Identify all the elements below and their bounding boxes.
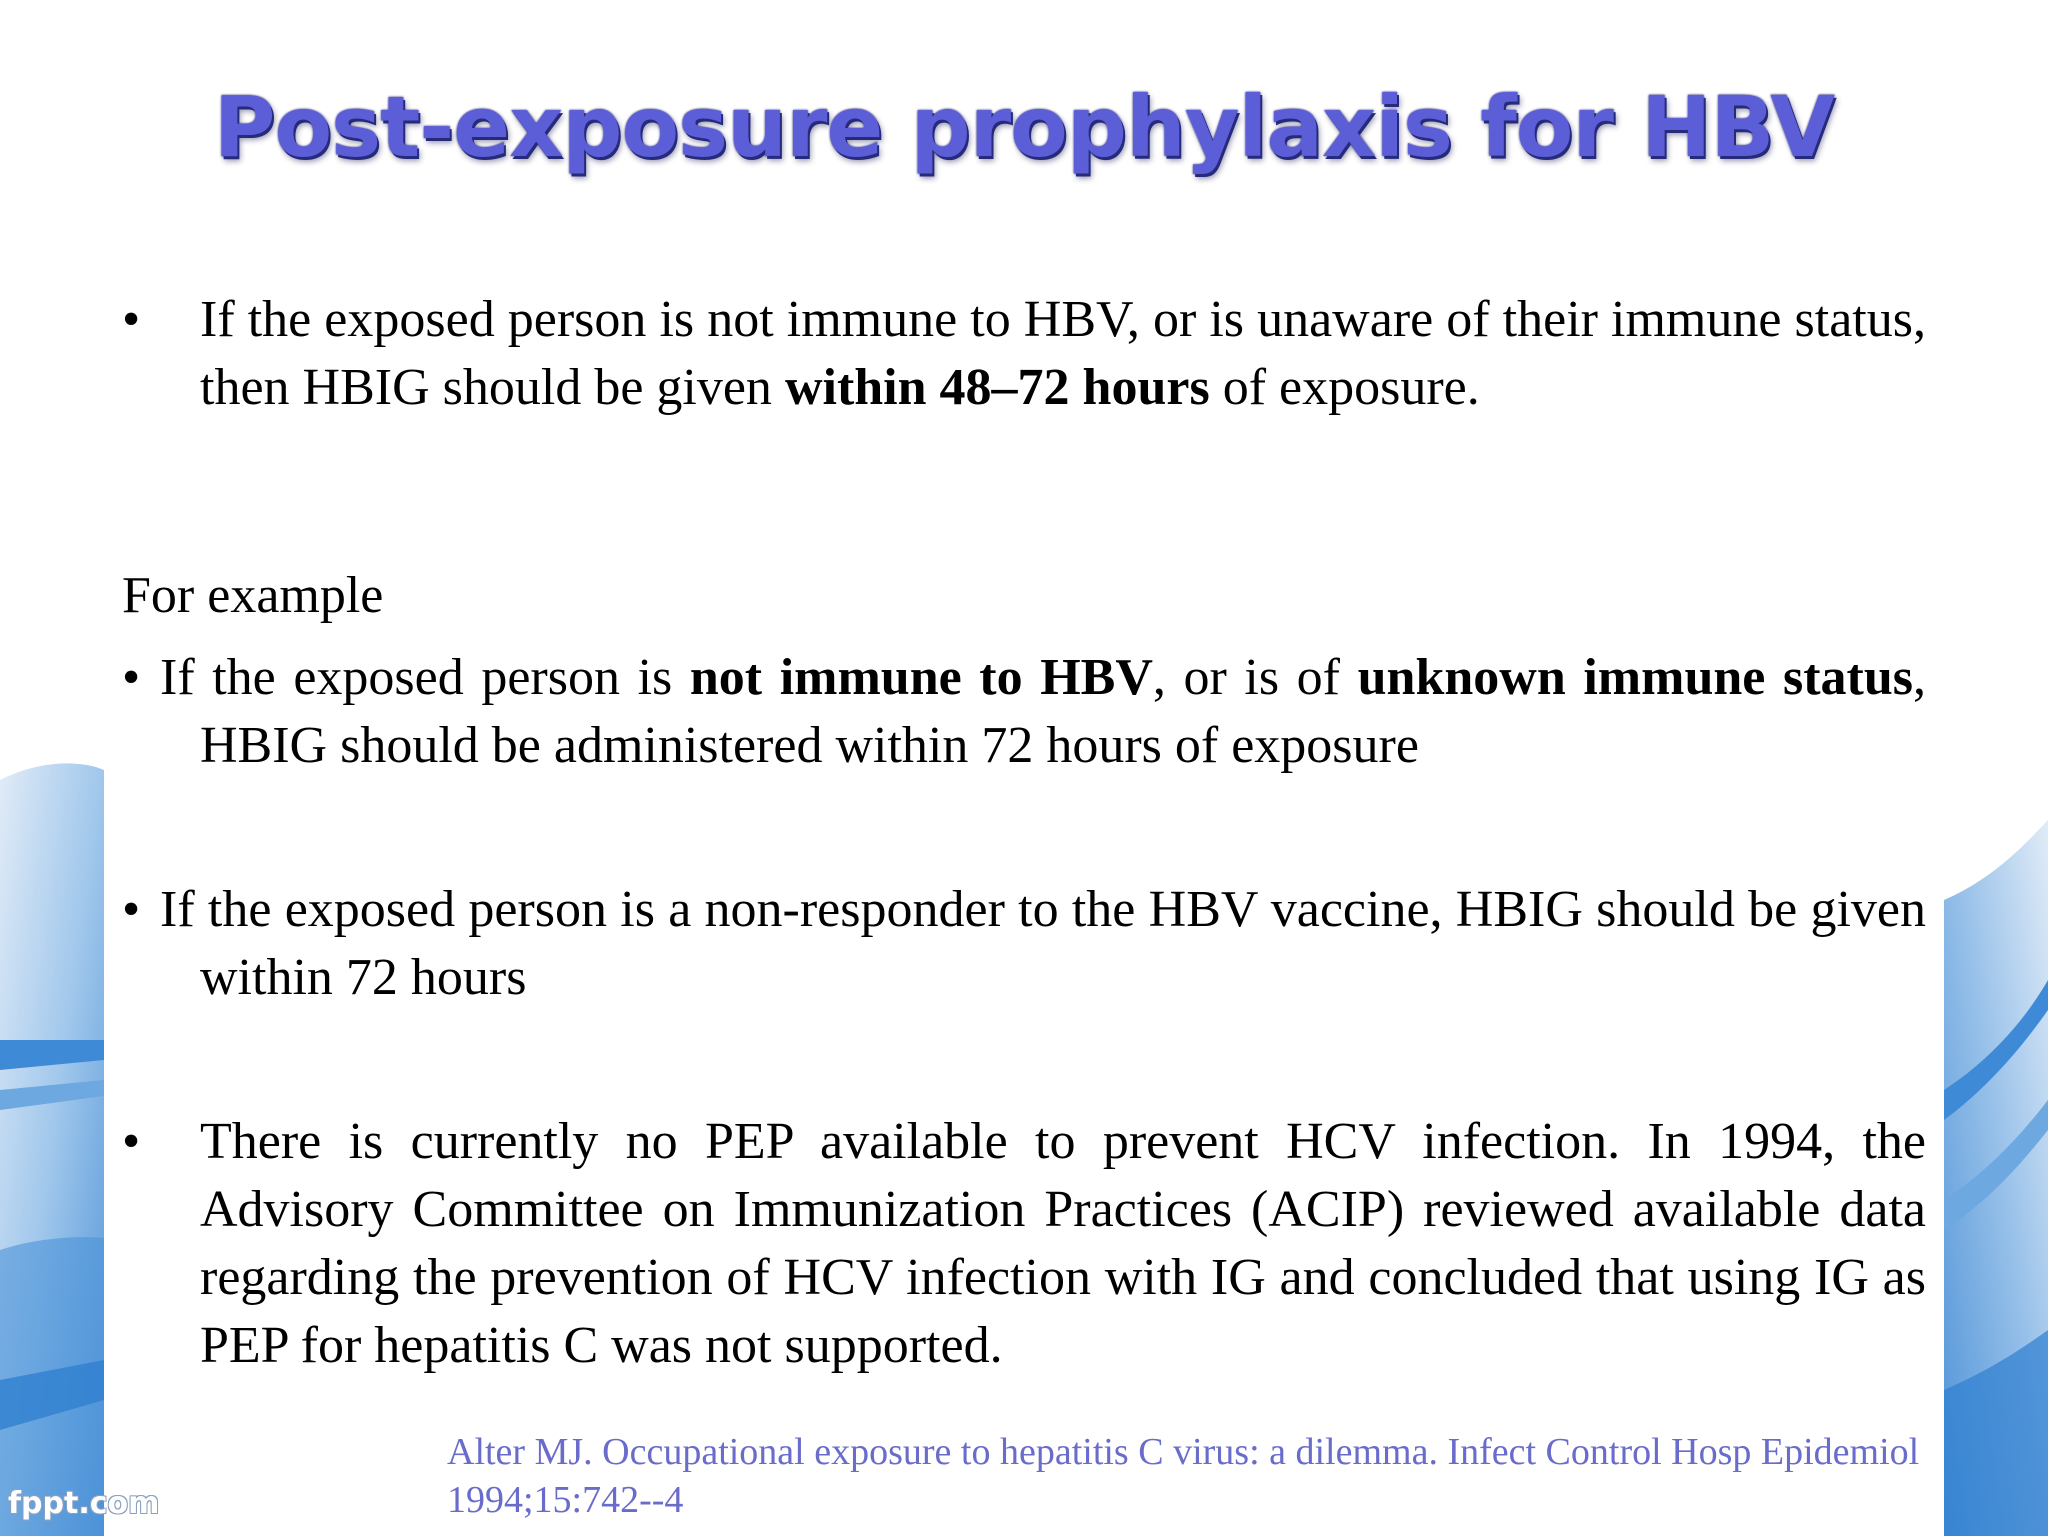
bullet-text: There is currently no PEP available to prevent HCV infection. In 1994, the Advisory Committee on Immunization Practices (ACIP) reviewed available data regarding the prevention of HCV infection with IG and concluded that using IG as PEP for hepatitis C was not supported.: [200, 1113, 1926, 1374]
bullet-marker: •: [122, 1113, 141, 1170]
reference-citation: Alter MJ. Occupational exposure to hepatitis C virus: a dilemma. Infect Control Hosp Epidemiol 1994;15:742--4: [447, 1431, 1920, 1521]
bullet-text-part: , HBIG should be administered within 72 hours of exposure: [200, 649, 1926, 774]
fppt-watermark-logo: fppt.com: [8, 1486, 160, 1521]
bullet-text-bold: unknown immune status: [1357, 649, 1913, 706]
bullet-marker: •: [122, 291, 141, 348]
bullet-text-part: If the exposed person is a non-responder to the HBV vaccine, HBIG should be given within 72 hours: [160, 881, 1926, 1006]
bullet-text-bold: within 48–72 hours: [784, 359, 1210, 416]
bullet-text-part: If the exposed person is: [160, 649, 690, 706]
slide-title: Post-exposure prophylaxis for HBV: [213, 78, 1835, 176]
bullet-text-part: If the exposed person is not immune to HBV, or is unaware of their immune status, then HBIG should be given: [200, 291, 1926, 416]
bullet-text: [200, 286, 1926, 422]
bullet-text: [122, 876, 1926, 1012]
bullet-marker: •: [122, 881, 141, 938]
for-example-label: For example: [122, 567, 384, 624]
bullet-non-responder: [122, 876, 1926, 1012]
bullet-hcv-pep: [122, 1108, 1926, 1380]
bullet-marker: •: [122, 649, 141, 706]
bullet-text-bold: not immune to HBV: [689, 649, 1153, 706]
bullet-not-immune: [122, 644, 1926, 780]
bullet-immune-status: [122, 286, 1926, 422]
bullet-text: [122, 644, 1926, 780]
bullet-text-part: , or is of: [1152, 649, 1358, 706]
bullet-text-part: of exposure.: [1209, 359, 1480, 416]
